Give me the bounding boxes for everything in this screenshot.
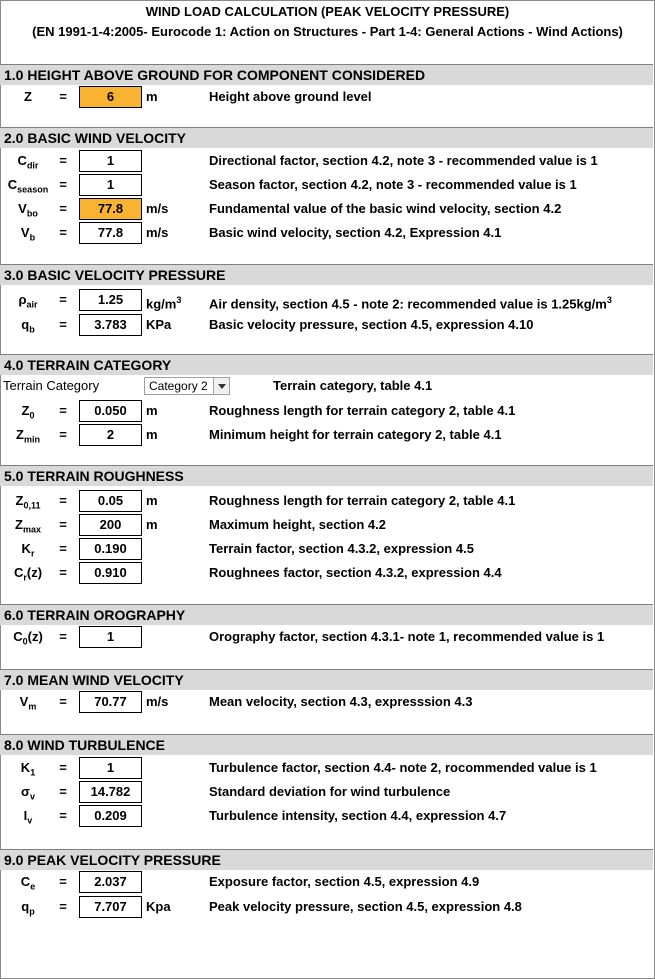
- terrain-category-label: Terrain Category: [3, 378, 100, 393]
- terrain-category-value: Category 2: [149, 379, 208, 393]
- vb-value: 77.8: [79, 222, 142, 244]
- qb-value: 3.783: [79, 314, 142, 336]
- unit: m/s: [146, 225, 169, 240]
- description: Turbulence factor, section 4.4- note 2, rocommended value is 1: [209, 760, 597, 775]
- vm-value: 70.77: [79, 691, 142, 713]
- coz-value[interactable]: 1: [79, 626, 142, 648]
- symbol: $C_{season}$: [7, 177, 49, 195]
- row-qb: [0, 313, 655, 337]
- symbol: Z: [24, 89, 32, 104]
- section-1-header: 1.0 HEIGHT ABOVE GROUND FOR COMPONENT CONSIDERED: [0, 64, 653, 85]
- description: Orography factor, section 4.3.1- note 1, recommended value is 1: [209, 629, 605, 644]
- qp-value: 7.707: [79, 896, 142, 918]
- sigv-value: 14.782: [79, 781, 142, 803]
- row-vbo: [0, 197, 655, 221]
- z-input[interactable]: 6: [79, 86, 142, 108]
- equals: =: [59, 89, 67, 104]
- symbol: $K_1$: [20, 760, 36, 778]
- unit: KPa: [146, 317, 172, 332]
- iv-value: 0.209: [79, 805, 142, 827]
- terrain-category-select[interactable]: [144, 377, 230, 395]
- equals: =: [59, 760, 67, 775]
- row-cseason: [0, 173, 655, 197]
- section-9-header: 9.0 PEAK VELOCITY PRESSURE: [0, 849, 653, 870]
- equals: =: [59, 225, 67, 240]
- equals: =: [59, 808, 67, 823]
- ce-value: 2.037: [79, 871, 142, 893]
- zmax-value: 200: [79, 514, 142, 536]
- equals: =: [59, 493, 67, 508]
- row-ce: [0, 870, 655, 894]
- equals: =: [59, 201, 67, 216]
- equals: =: [59, 541, 67, 556]
- row-sigv: [0, 780, 655, 804]
- section-8-header: 8.0 WIND TURBULENCE: [0, 734, 653, 755]
- row-coz: [0, 625, 655, 649]
- kr-value: 0.190: [79, 538, 142, 560]
- row-rho: [0, 288, 655, 312]
- description: Directional factor, section 4.2, note 3 - recommended value is 1: [209, 153, 598, 168]
- row-vm: [0, 690, 655, 714]
- symbol: $q_p$: [21, 899, 35, 917]
- cdir-value[interactable]: 1: [79, 150, 142, 172]
- chevron-down-icon[interactable]: [213, 378, 229, 394]
- description: Roughness length for terrain category 2, table 4.1: [209, 403, 516, 418]
- symbol: $V_m$: [19, 694, 37, 712]
- symbol: $\rho_{air}$: [18, 292, 38, 310]
- unit: m/s: [146, 201, 169, 216]
- description: Basic wind velocity, section 4.2, Expression 4.1: [209, 225, 502, 240]
- z0-value: 0.050: [79, 400, 142, 422]
- description: Mean velocity, section 4.3, expresssion 4.3: [209, 694, 473, 709]
- symbol: $I_v$: [23, 808, 33, 826]
- symbol: $C_e$: [20, 874, 36, 892]
- section-7-header: 7.0 MEAN WIND VELOCITY: [0, 669, 653, 690]
- crz-value: 0.910: [79, 562, 142, 584]
- row-zmin: [0, 423, 655, 447]
- unit: m: [146, 517, 158, 532]
- equals: =: [59, 427, 67, 442]
- page-title: WIND LOAD CALCULATION (PEAK VELOCITY PRESSURE): [145, 4, 510, 19]
- z011-value: 0.05: [79, 490, 142, 512]
- symbol: $C_{dir}$: [17, 153, 39, 171]
- equals: =: [59, 694, 67, 709]
- equals: =: [59, 403, 67, 418]
- unit: Kpa: [146, 899, 171, 914]
- unit: m: [146, 403, 158, 418]
- symbol: $C_0(z)$: [13, 629, 43, 647]
- symbol: $Z_{min}$: [16, 427, 40, 445]
- description: Standard deviation for wind turbulence: [209, 784, 451, 799]
- description: Roughnees factor, section 4.3.2, expression 4.4: [209, 565, 502, 580]
- row-z011: [0, 489, 655, 513]
- equals: =: [59, 874, 67, 889]
- row-k1: [0, 756, 655, 780]
- vbo-input[interactable]: 77.8: [79, 198, 142, 220]
- page-subtitle: (EN 1991-1-4:2005- Eurocode 1: Action on Structures - Part 1-4: General Actions - Wind Actions): [32, 24, 623, 39]
- equals: =: [59, 784, 67, 799]
- equals: =: [59, 317, 67, 332]
- description: Maximum height, section 4.2: [209, 517, 386, 532]
- symbol: $\sigma_v$: [21, 784, 35, 802]
- description: Air density, section 4.5 - note 2: recommended value is $1.25kg/m^3$: [209, 295, 612, 312]
- description: Basic velocity pressure, section 4.5, expression 4.10: [209, 317, 534, 332]
- symbol: $C_r(z)$: [13, 565, 43, 583]
- row-z: [0, 85, 655, 109]
- description: Season factor, section 4.2, note 3 - recommended value is 1: [209, 177, 577, 192]
- unit: m/s: [146, 694, 169, 709]
- row-qp: [0, 895, 655, 919]
- unit: $kg/m^3$: [146, 295, 182, 312]
- unit: m: [146, 427, 158, 442]
- row-vb: [0, 221, 655, 245]
- row-kr: [0, 537, 655, 561]
- symbol: $V_b$: [20, 225, 36, 243]
- description: Fundamental value of the basic wind velocity, section 4.2: [209, 201, 562, 216]
- symbol: $V_{bo}$: [18, 201, 38, 219]
- zmin-value: 2: [79, 424, 142, 446]
- symbol: $Z_{max}$: [15, 517, 41, 535]
- row-cdir: [0, 149, 655, 173]
- equals: =: [59, 629, 67, 644]
- description: Height above ground level: [209, 89, 372, 104]
- section-3-header: 3.0 BASIC VELOCITY PRESSURE: [0, 264, 653, 285]
- row-iv: [0, 804, 655, 828]
- description: Peak velocity pressure, section 4.5, expression 4.8: [209, 899, 522, 914]
- description: Exposure factor, section 4.5, expression 4.9: [209, 874, 480, 889]
- equals: =: [59, 292, 67, 307]
- cseason-value[interactable]: 1: [79, 174, 142, 196]
- section-6-header: 6.0 TERRAIN OROGRAPHY: [0, 604, 653, 625]
- description: Roughness length for terrain category 2, table 4.1: [209, 493, 516, 508]
- equals: =: [59, 899, 67, 914]
- unit: m: [146, 493, 158, 508]
- symbol: $Z_{0,11}$: [15, 493, 41, 511]
- section-5-header: 5.0 TERRAIN ROUGHNESS: [0, 465, 653, 486]
- equals: =: [59, 517, 67, 532]
- equals: =: [59, 153, 67, 168]
- equals: =: [59, 177, 67, 192]
- description: Terrain factor, section 4.3.2, expression 4.5: [209, 541, 474, 556]
- terrain-category-description: Terrain category, table 4.1: [273, 378, 433, 393]
- section-2-header: 2.0 BASIC WIND VELOCITY: [0, 127, 653, 148]
- unit: m: [146, 89, 158, 104]
- description: Turbulence intensity, section 4.4, expression 4.7: [209, 808, 507, 823]
- symbol: $q_b$: [21, 317, 35, 335]
- row-zmax: [0, 513, 655, 537]
- k1-value[interactable]: 1: [79, 757, 142, 779]
- section-4-header: 4.0 TERRAIN CATEGORY: [0, 354, 653, 375]
- row-crz: [0, 561, 655, 585]
- symbol: $K_r$: [21, 541, 35, 559]
- row-terrain-category: [0, 376, 655, 396]
- row-z0: [0, 399, 655, 423]
- description: Minimum height for terrain category 2, table 4.1: [209, 427, 502, 442]
- rho-value[interactable]: 1.25: [79, 289, 142, 311]
- equals: =: [59, 565, 67, 580]
- symbol: $Z_0$: [21, 403, 35, 421]
